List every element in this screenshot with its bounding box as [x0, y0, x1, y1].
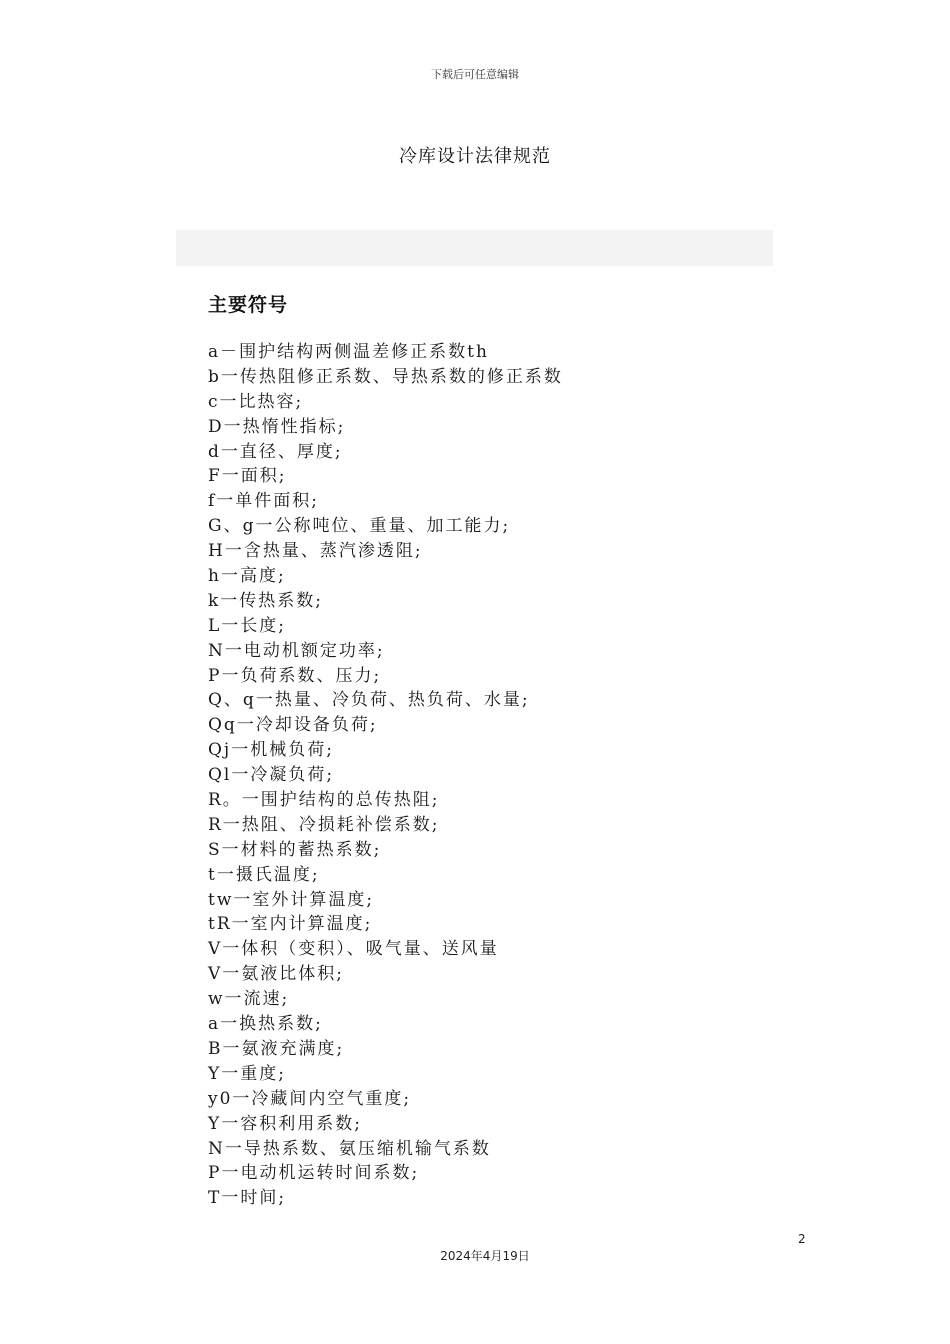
symbol-item: Q、q一热量、冷负荷、热负荷、水量; [208, 690, 530, 711]
symbol-item: T一时间; [208, 1188, 287, 1209]
symbol-item: c一比热容; [208, 391, 304, 412]
symbol-item: V一体积（变积）、吸气量、送风量 [208, 939, 499, 960]
symbol-item: R一热阻、冷损耗补偿系数; [208, 814, 440, 835]
symbol-item: h一高度; [208, 566, 286, 587]
symbol-item: D一热惰性指标; [208, 416, 346, 437]
page-header: 下载后可任意编辑 [431, 68, 519, 81]
symbol-item: P一负荷系数、压力; [208, 665, 382, 686]
symbol-item: Qj一机械负荷; [208, 740, 334, 761]
symbol-item: N一导热系数、氨压缩机输气系数 [208, 1138, 491, 1159]
symbol-item: a－围护结构两侧温差修正系数th [208, 342, 489, 362]
symbol-item: k一传热系数; [208, 590, 324, 611]
symbol-item: a一换热系数; [208, 1014, 323, 1035]
symbol-item: Y一容积利用系数; [208, 1113, 362, 1134]
symbol-item: tw一室外计算温度; [208, 889, 375, 910]
symbol-item: Y一重度; [208, 1063, 286, 1084]
symbol-item: L一长度; [208, 615, 287, 636]
symbol-item: t一摄氏温度; [208, 864, 320, 885]
symbol-item: B一氨液充满度; [208, 1038, 345, 1059]
symbol-item: b一传热阻修正系数、导热系数的修正系数 [208, 366, 563, 387]
footer-date: 2024年4月19日 [440, 1249, 530, 1263]
page-number: 2 [798, 1232, 806, 1246]
symbol-list [208, 340, 563, 1211]
symbol-item: d一直径、厚度; [208, 441, 343, 462]
blank-banner [176, 230, 773, 266]
symbol-item: y0一冷藏间内空气重度; [208, 1088, 412, 1109]
symbol-item: Qq一冷却设备负荷; [208, 715, 378, 736]
symbol-item: w一流速; [208, 989, 290, 1010]
symbol-item: N一电动机额定功率; [208, 640, 385, 661]
symbol-item: H一含热量、蒸汽渗透阻; [208, 541, 423, 562]
symbol-item: G、g一公称吨位、重量、加工能力; [208, 516, 511, 537]
symbol-item: S一材料的蓄热系数; [208, 839, 382, 860]
symbol-item: F一面积; [208, 466, 287, 487]
symbol-item: R。一围护结构的总传热阻; [208, 790, 440, 811]
document-title: 冷库设计法律规范 [399, 146, 551, 167]
symbol-item: tR一室内计算温度; [208, 914, 373, 935]
symbol-item: V一氨液比体积; [208, 964, 345, 985]
symbol-item: P一电动机运转时间系数; [208, 1163, 420, 1184]
symbol-item: Ql一冷凝负荷; [208, 765, 335, 786]
section-heading: 主要符号 [208, 294, 289, 316]
symbol-item: f一单件面积; [208, 491, 320, 512]
